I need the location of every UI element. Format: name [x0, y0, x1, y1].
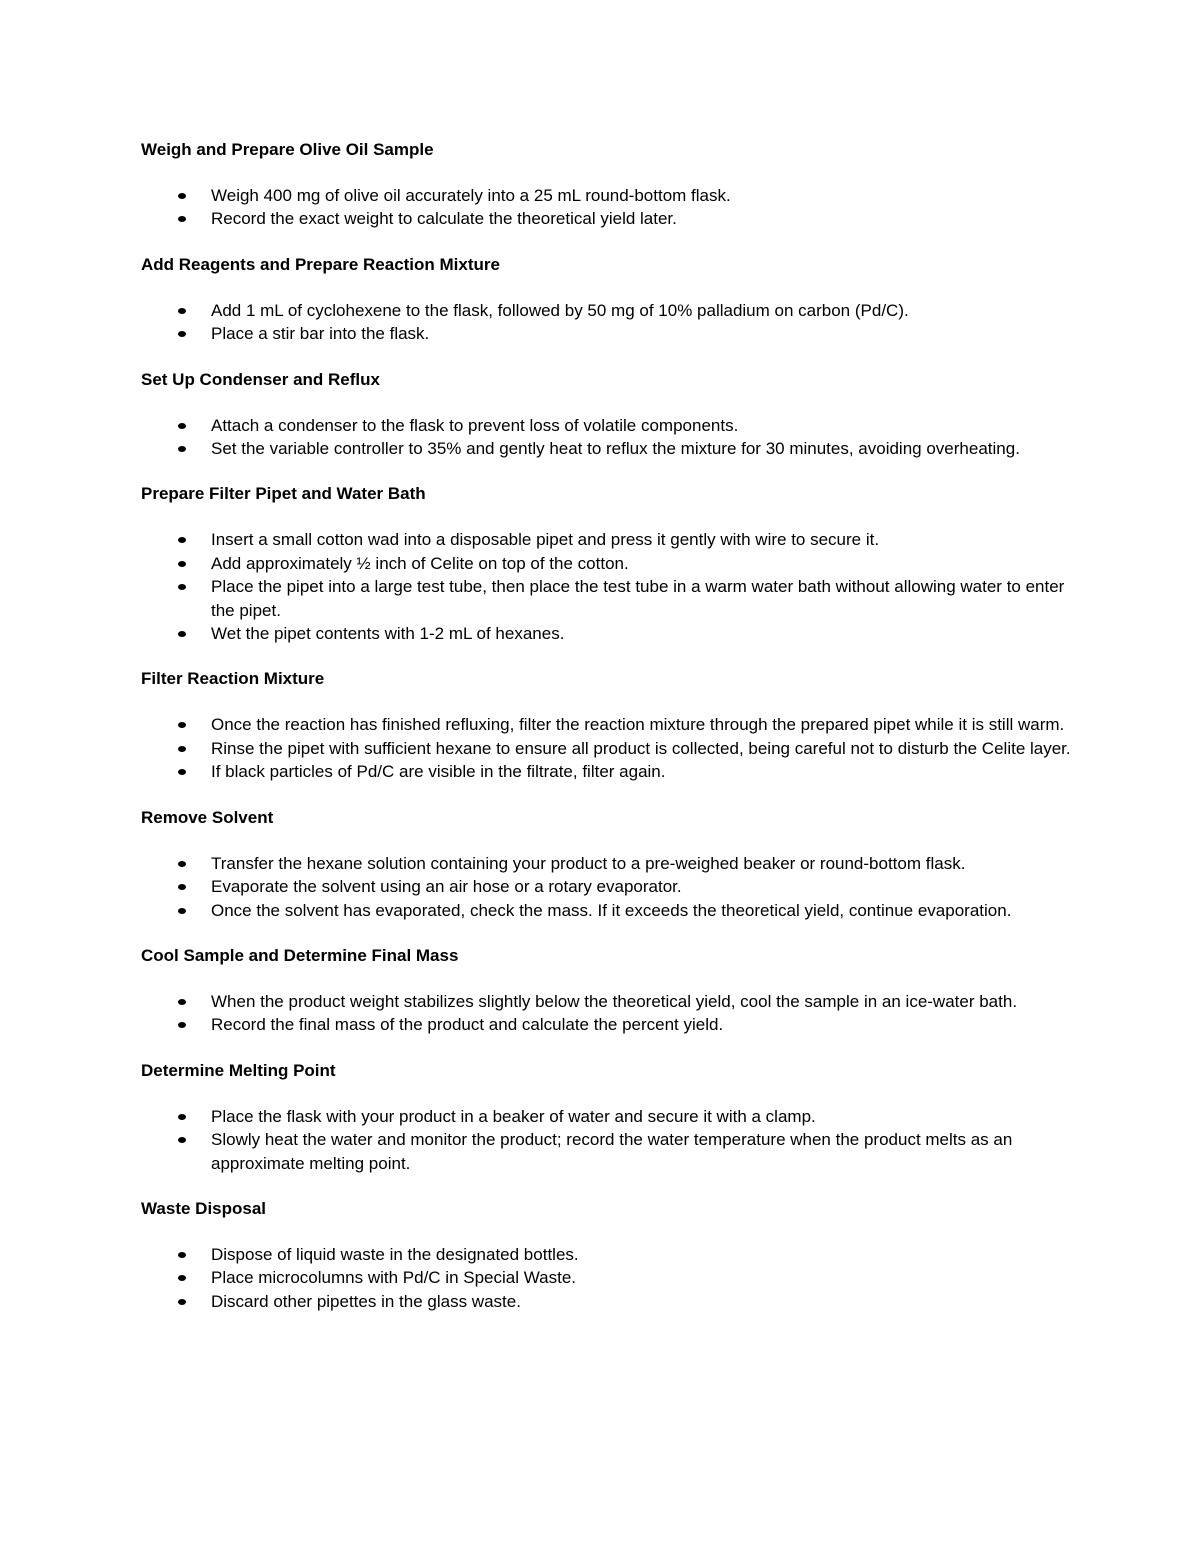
list-item-text: Rinse the pipet with sufficient hexane to ensure all product is collected, being careful not to disturb the Celite layer.	[211, 738, 1071, 758]
bullet-icon	[178, 631, 186, 637]
bullet-icon	[178, 908, 186, 914]
document-page	[141, 138, 1071, 1335]
bullet-icon	[178, 769, 186, 775]
bullet-list	[141, 528, 1071, 645]
list-item	[141, 552, 1071, 575]
bullet-icon	[178, 584, 186, 590]
procedure-section	[141, 138, 1071, 231]
list-item-text: Evaporate the solvent using an air hose or a rotary evaporator.	[211, 877, 682, 897]
section-heading: Determine Melting Point	[141, 1060, 336, 1080]
section-heading: Cool Sample and Determine Final Mass	[141, 945, 459, 965]
list-item-text: Set the variable controller to 35% and gently heat to reflux the mixture for 30 minutes, avoiding overheating.	[211, 439, 1020, 459]
procedure-section	[141, 1059, 1071, 1175]
list-item	[141, 737, 1071, 760]
bullet-icon	[178, 1299, 186, 1305]
list-item	[141, 184, 1071, 207]
list-item	[141, 1290, 1071, 1313]
bullet-list	[141, 713, 1071, 783]
list-item-text: Place a stir bar into the flask.	[211, 324, 430, 344]
bullet-icon	[178, 1252, 186, 1258]
section-heading: Prepare Filter Pipet and Water Bath	[141, 484, 426, 504]
list-item-text: Transfer the hexane solution containing your product to a pre-weighed beaker or round-bottom flask.	[211, 853, 966, 873]
section-heading: Filter Reaction Mixture	[141, 669, 325, 689]
procedure-section	[141, 667, 1071, 783]
list-item	[141, 575, 1071, 622]
list-item	[141, 875, 1071, 898]
bullet-icon	[178, 446, 186, 452]
list-item	[141, 299, 1071, 322]
list-item	[141, 437, 1071, 460]
bullet-icon	[178, 216, 186, 222]
bullet-icon	[178, 1275, 186, 1281]
procedure-section	[141, 482, 1071, 645]
list-item-text: Discard other pipettes in the glass waste.	[211, 1291, 521, 1311]
list-item-text: Once the reaction has finished refluxing, filter the reaction mixture through the prepared pipet while it is still warm.	[211, 715, 1065, 735]
list-item	[141, 414, 1071, 437]
list-item-text: Weigh 400 mg of olive oil accurately into a 25 mL round-bottom flask.	[211, 186, 731, 205]
bullet-list	[141, 299, 1071, 346]
bullet-icon	[178, 884, 186, 890]
list-item	[141, 1243, 1071, 1266]
list-item-text: Record the exact weight to calculate the theoretical yield later.	[211, 209, 677, 229]
procedure-section	[141, 806, 1071, 922]
list-item-text: If black particles of Pd/C are visible in the filtrate, filter again.	[211, 762, 666, 782]
bullet-icon	[178, 331, 186, 337]
procedure-section	[141, 944, 1071, 1037]
list-item	[141, 1128, 1071, 1175]
bullet-icon	[178, 1114, 186, 1120]
list-item-text: Place the pipet into a large test tube, then place the test tube in a warm water bath without allowing water to enter the pipet.	[211, 577, 1065, 620]
section-heading: Remove Solvent	[141, 807, 274, 827]
bullet-icon	[178, 722, 186, 728]
list-item-text: Wet the pipet contents with 1-2 mL of hexanes.	[211, 624, 565, 644]
list-item-text: Once the solvent has evaporated, check the mass. If it exceeds the theoretical yield, continue evaporation.	[211, 900, 1012, 920]
procedure-section	[141, 368, 1071, 461]
list-item-text: Slowly heat the water and monitor the product; record the water temperature when the product melts as an approximate melting point.	[211, 1130, 1013, 1173]
list-item	[141, 852, 1071, 875]
bullet-list	[141, 852, 1071, 922]
list-item	[141, 622, 1071, 645]
bullet-icon	[178, 423, 186, 429]
bullet-icon	[178, 746, 186, 752]
list-item-text: When the product weight stabilizes slightly below the theoretical yield, cool the sample in an ice-water bath.	[211, 991, 1018, 1011]
bullet-icon	[178, 1137, 186, 1143]
bullet-list	[141, 414, 1071, 461]
section-heading: Add Reagents and Prepare Reaction Mixture	[141, 254, 500, 274]
bullet-icon	[178, 193, 186, 199]
section-heading: Waste Disposal	[141, 1198, 267, 1218]
list-item	[141, 207, 1071, 230]
list-item-text: Add approximately ½ inch of Celite on top of the cotton.	[211, 553, 629, 573]
list-item-text: Place microcolumns with Pd/C in Special Waste.	[211, 1268, 577, 1288]
bullet-icon	[178, 308, 186, 314]
list-item-text: Place the flask with your product in a beaker of water and secure it with a clamp.	[211, 1106, 816, 1126]
list-item	[141, 990, 1071, 1013]
bullet-icon	[178, 861, 186, 867]
list-item	[141, 322, 1071, 345]
bullet-list	[141, 990, 1071, 1037]
bullet-icon	[178, 999, 186, 1005]
bullet-list	[141, 184, 1071, 231]
section-heading: Set Up Condenser and Reflux	[141, 369, 380, 389]
bullet-list	[141, 1105, 1071, 1175]
bullet-icon	[178, 537, 186, 543]
bullet-icon	[178, 1022, 186, 1028]
list-item	[141, 528, 1071, 551]
list-item-text: Record the final mass of the product and calculate the percent yield.	[211, 1015, 724, 1035]
list-item-text: Dispose of liquid waste in the designated bottles.	[211, 1244, 579, 1264]
bullet-list	[141, 1243, 1071, 1313]
list-item	[141, 760, 1071, 783]
list-item	[141, 1266, 1071, 1289]
procedure-section	[141, 253, 1071, 346]
list-item	[141, 713, 1071, 736]
list-item	[141, 899, 1071, 922]
list-item	[141, 1105, 1071, 1128]
bullet-icon	[178, 561, 186, 567]
procedure-section	[141, 1197, 1071, 1313]
list-item-text: Attach a condenser to the flask to prevent loss of volatile components.	[211, 415, 739, 435]
list-item-text: Insert a small cotton wad into a disposable pipet and press it gently with wire to secure it.	[211, 530, 880, 550]
list-item-text: Add 1 mL of cyclohexene to the flask, followed by 50 mg of 10% palladium on carbon (Pd/C).	[211, 300, 909, 320]
list-item	[141, 1013, 1071, 1036]
section-heading: Weigh and Prepare Olive Oil Sample	[141, 140, 434, 159]
